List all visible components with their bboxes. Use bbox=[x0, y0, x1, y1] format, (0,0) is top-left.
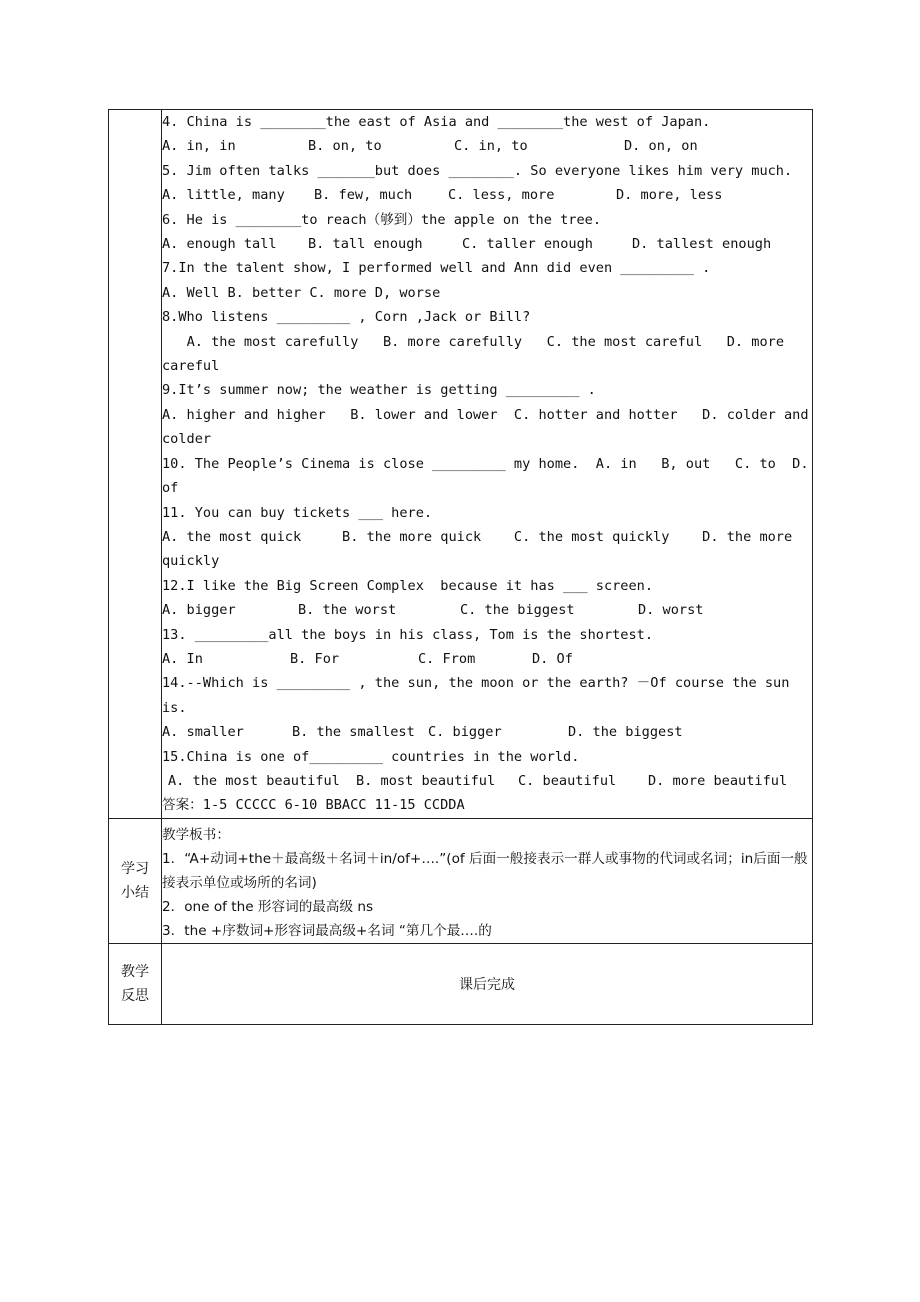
option: A. In bbox=[162, 650, 203, 667]
exercise-label-cell bbox=[109, 110, 162, 819]
option: A. the most beautiful bbox=[168, 772, 340, 789]
answer-key: 答案：1-5 CCCCC 6-10 BBACC 11-15 CCDDA bbox=[162, 797, 465, 814]
question-options bbox=[162, 183, 812, 207]
question-options bbox=[162, 232, 812, 256]
exercise-row bbox=[109, 110, 813, 819]
summary-content bbox=[162, 819, 813, 944]
question-stem: 8.Who listens _________ , Corn ,Jack or Bill? bbox=[162, 309, 531, 326]
option: C. the biggest bbox=[460, 602, 575, 619]
option: D. more beautiful bbox=[648, 772, 788, 789]
question-options: A. higher and higher B. lower and lower C. hotter and hotter D. colder and colder bbox=[162, 406, 817, 448]
reflection-label: 教学 反思 bbox=[109, 944, 162, 1025]
reflection-row bbox=[109, 944, 813, 1025]
question-options bbox=[162, 647, 812, 671]
option: B. few, much bbox=[314, 187, 413, 204]
option: B. most beautiful bbox=[356, 772, 496, 789]
question-stem: 13. _________all the boys in his class, Tom is the shortest. bbox=[162, 626, 654, 643]
option: A. little, many bbox=[162, 187, 285, 204]
question-stem: 5. Jim often talks _______but does ________. So everyone likes him very much. bbox=[162, 162, 793, 179]
option: C. in, to bbox=[454, 138, 528, 155]
option: D. worst bbox=[638, 602, 704, 619]
question-stem: 7.In the talent show, I performed well and Ann did even _________ . bbox=[162, 260, 711, 277]
option: C. less, more bbox=[448, 187, 555, 204]
question-options bbox=[162, 769, 812, 793]
question-stem: 10. The People’s Cinema is close _________ my home. A. in B, out C. to D. of bbox=[162, 455, 817, 497]
option: C. taller enough bbox=[462, 236, 593, 253]
question-stem: 6. He is ________to reach（够到）the apple on the tree. bbox=[162, 211, 602, 228]
question-stem: 14.--Which is _________ , the sun, the moon or the earth? －Of course the sun is. bbox=[162, 675, 798, 716]
option: D. on, on bbox=[624, 138, 698, 155]
option: B. on, to bbox=[308, 138, 382, 155]
option: B. For bbox=[290, 650, 340, 667]
summary-point: 3．the +序数词+形容词最高级+名词 “第几个最….的 bbox=[162, 923, 492, 939]
exercise-content bbox=[162, 110, 817, 819]
question-options: A. the most carefully B. more carefully C. the most careful D. more careful bbox=[162, 333, 793, 375]
reflection-text: 课后完成 bbox=[162, 944, 813, 1025]
option: D. the biggest bbox=[568, 724, 683, 741]
option: A. bigger bbox=[162, 602, 236, 619]
question-options bbox=[162, 598, 812, 622]
lesson-table bbox=[108, 109, 817, 1025]
question-stem: 15.China is one of_________ countries in the world. bbox=[162, 748, 580, 765]
summary-label: 学习 小结 bbox=[109, 819, 162, 944]
summary-title: 教学板书： bbox=[162, 827, 230, 843]
summary-row bbox=[109, 819, 813, 944]
option: C. beautiful bbox=[518, 772, 617, 789]
option: D. tallest enough bbox=[632, 236, 772, 253]
option: B. the worst bbox=[298, 602, 397, 619]
question-options bbox=[162, 134, 812, 158]
option: B. the smallest bbox=[292, 724, 415, 741]
question-stem: 11. You can buy tickets ___ here. bbox=[162, 504, 433, 521]
question-stem: 12.I like the Big Screen Complex because it has ___ screen. bbox=[162, 577, 654, 594]
option: C. bigger bbox=[428, 724, 502, 741]
question-stem: 9.It’s summer now; the weather is getting _________ . bbox=[162, 382, 596, 399]
question-options bbox=[162, 720, 812, 744]
option: D. more, less bbox=[616, 187, 723, 204]
option: A. enough tall bbox=[162, 236, 277, 253]
option: B. tall enough bbox=[308, 236, 423, 253]
summary-point: 1．“A+动词+the＋最高级＋名词＋in/of+….”(of 后面一般接表示一群人或事物的代词或名词；in后面一般接表示单位或场所的名词) bbox=[162, 851, 808, 891]
question-stem: 4. China is ________the east of Asia and ________the west of Japan. bbox=[162, 114, 711, 130]
option: A. in, in bbox=[162, 138, 236, 155]
question-options: A. the most quick B. the more quick C. the most quickly D. the more quickly bbox=[162, 528, 801, 570]
option: D. Of bbox=[532, 650, 573, 667]
option: A. smaller bbox=[162, 724, 244, 741]
option: C. From bbox=[418, 650, 476, 667]
summary-point: 2．one of the 形容词的最高级 ns bbox=[162, 899, 374, 915]
question-options: A. Well B. better C. more D, worse bbox=[162, 284, 441, 301]
